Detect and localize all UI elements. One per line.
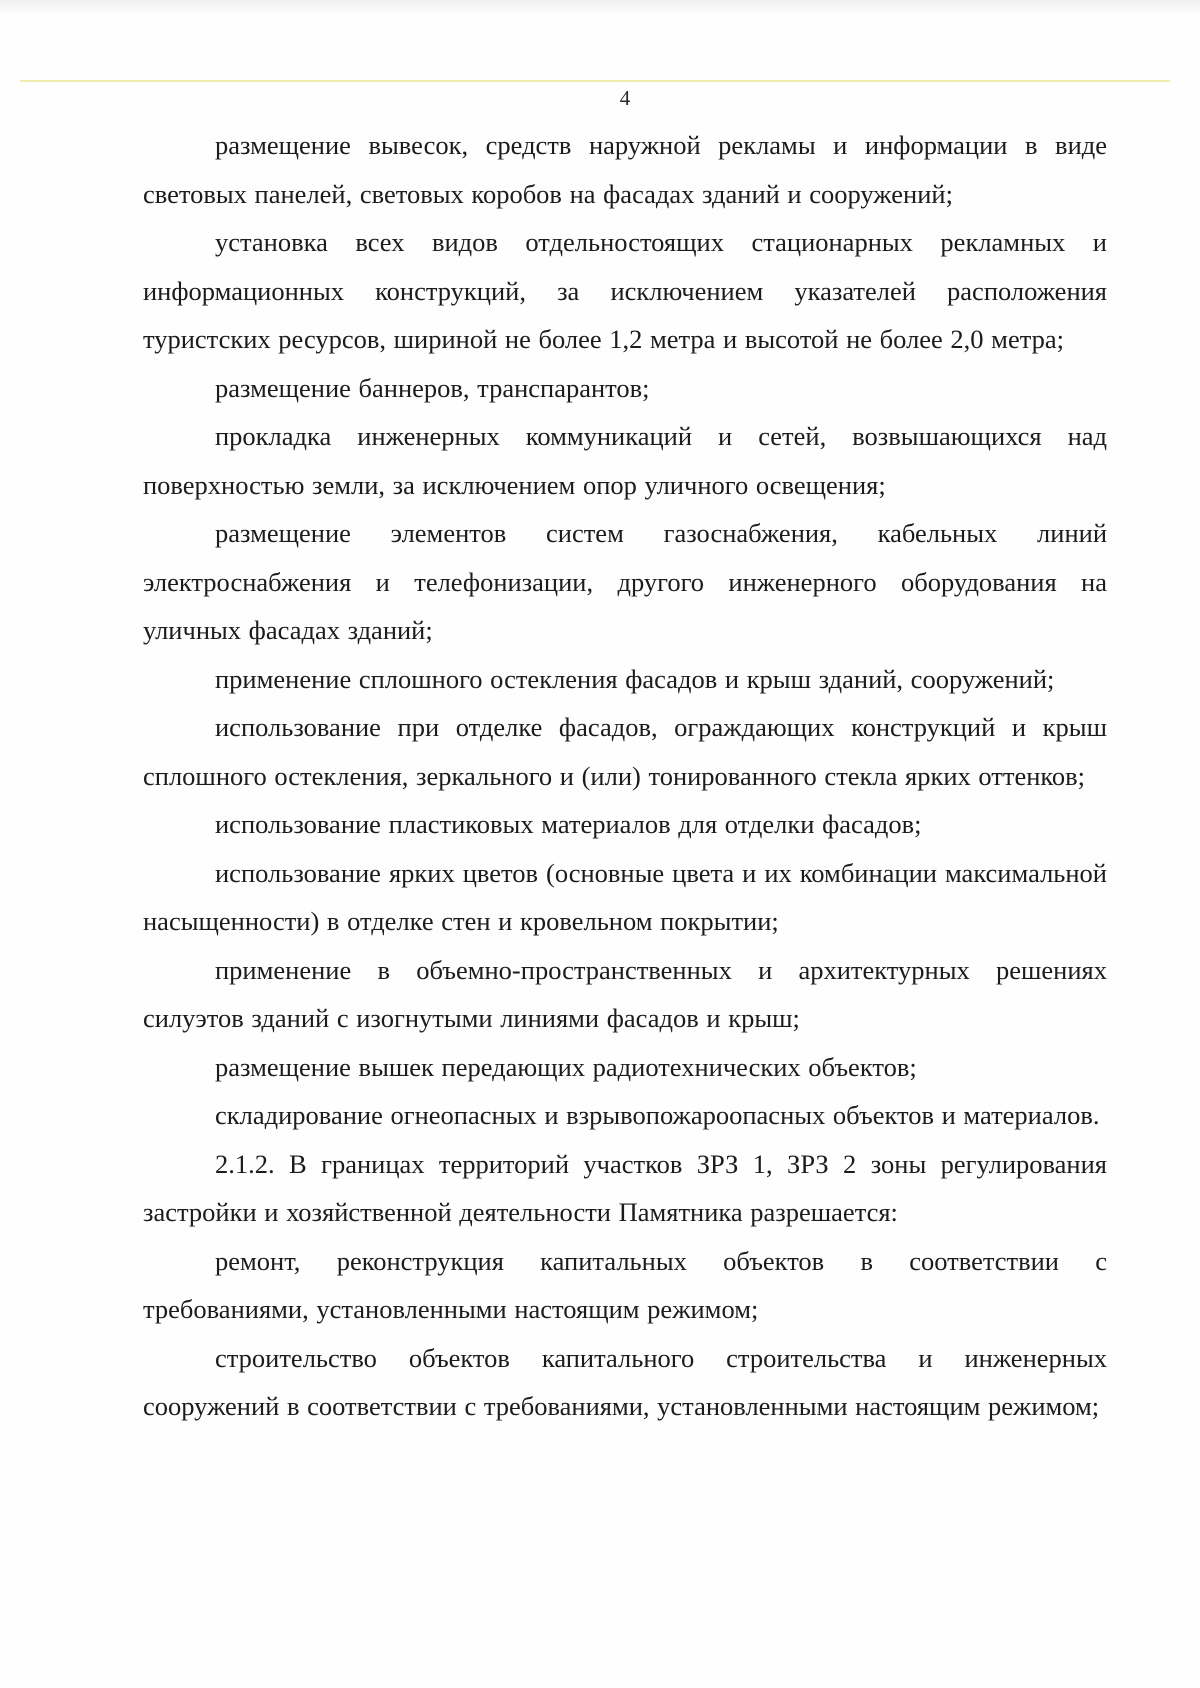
paragraph: прокладка инженерных коммуникаций и сетей, возвышающихся над поверхностью земли, за исключением опор уличного освещения; <box>143 421 1107 500</box>
paragraph: применение в объемно-пространственных и архитектурных решениях силуэтов зданий с изогнутыми линиями фасадов и крыш; <box>143 954 1107 1033</box>
paragraph: установка всех видов отдельностоящих стационарных рекламных и информационных конструкций, за исключением указателей расположения туристских ресурсов, шириной не более 1,2 метра и высотой не более 2,0 метра; <box>143 227 1107 354</box>
paragraph: размещение вывесок, средств наружной рекламы и информации в виде световых панелей, световых коробов на фасадах зданий и сооружений; <box>143 130 1107 209</box>
paragraph: 2.1.2. В границах территорий участков ЗРЗ 1, ЗРЗ 2 зоны регулирования застройки и хозяйственной деятельности Памятника разрешается: <box>143 1148 1107 1227</box>
paragraph: применение сплошного остекления фасадов и крыш зданий, сооружений; <box>215 663 1055 694</box>
scan-edge <box>0 0 1200 14</box>
paragraph: строительство объектов капитального строительства и инженерных сооружений в соответствии с требованиями, установленными настоящим режимом; <box>143 1342 1107 1421</box>
document-body <box>143 121 1107 1431</box>
paragraph: ремонт, реконструкция капитальных объектов в соответствии с требованиями, установленными настоящим режимом; <box>143 1245 1107 1324</box>
paragraph: размещение баннеров, транспарантов; <box>215 372 650 403</box>
header-rule <box>20 80 1170 82</box>
paragraph: использование пластиковых материалов для отделки фасадов; <box>215 809 922 839</box>
paragraph: размещение элементов систем газоснабжения, кабельных линий электроснабжения и телефонизации, другого инженерного оборудования на уличных фасадах зданий; <box>143 518 1107 645</box>
paragraph: использование при отделке фасадов, ограждающих конструкций и крыш сплошного остекления, зеркального и (или) тонированного стекла ярких оттенков; <box>143 712 1107 791</box>
page-number: 4 <box>619 86 631 110</box>
paragraph: размещение вышек передающих радиотехнических объектов; <box>215 1051 917 1082</box>
paragraph: использование ярких цветов (основные цвета и их комбинации максимальной насыщенности) в отделке стен и кровельном покрытии; <box>143 857 1107 936</box>
paragraph: складирование огнеопасных и взрывопожароопасных объектов и материалов. <box>215 1100 1100 1130</box>
